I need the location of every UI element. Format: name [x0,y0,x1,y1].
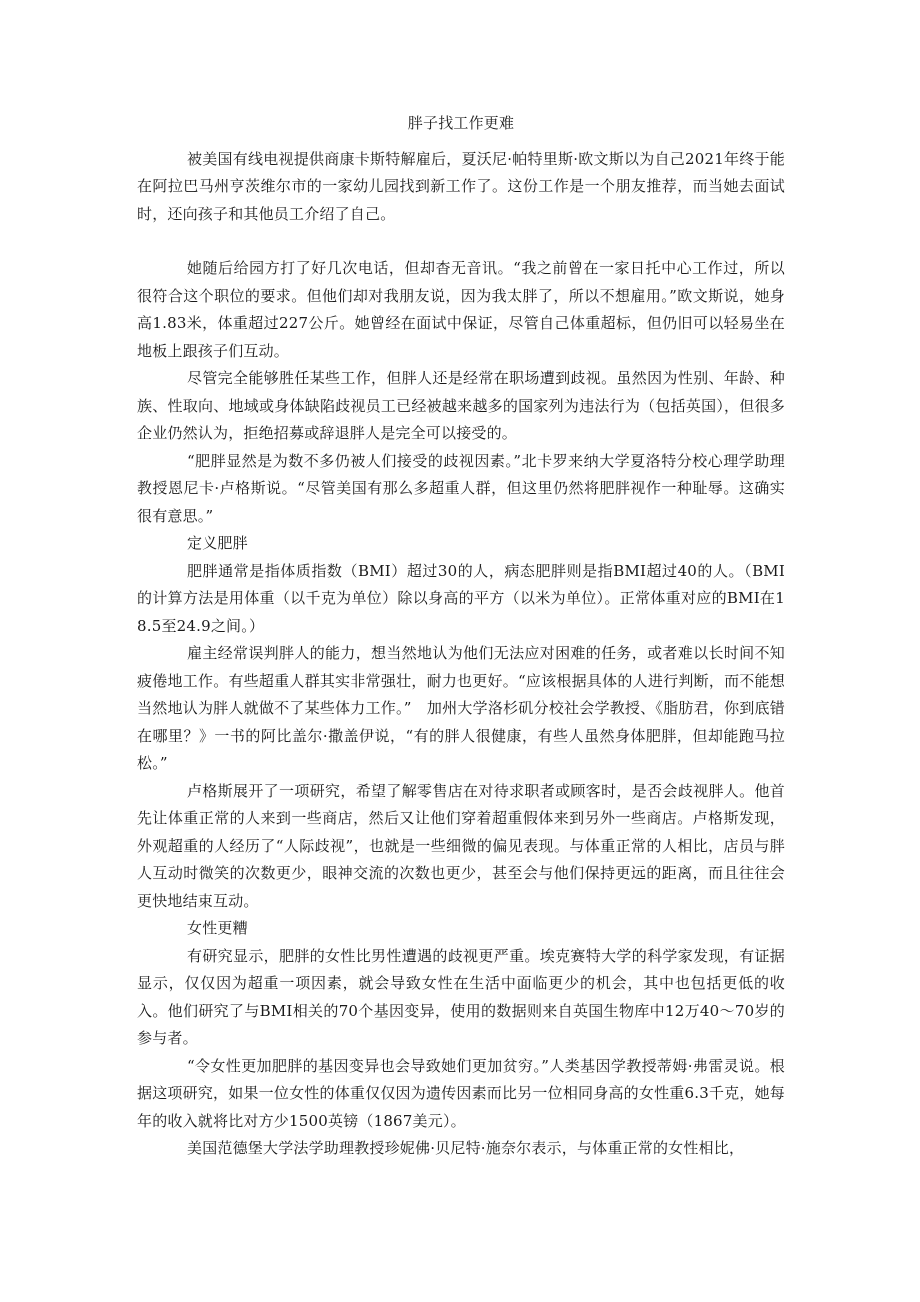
paragraph: 她随后给园方打了好几次电话，但却杳无音讯。“我之前曾在一家日托中心工作过，所以很符合这个职位的要求。但他们却对我朋友说，因为我太胖了，所以不想雇用。”欧文斯说，她身高1.83米，体重超过227公斤。她曾经在面试中保证，尽管自己体重超标，但仍旧可以轻易坐在地板上跟孩子们互动。 [137,259,785,360]
paragraph: 尽管完全能够胜任某些工作，但胖人还是经常在职场遭到歧视。虽然因为性别、年龄、种族、性取向、地域或身体缺陷歧视员工已经被越来越多的国家列为违法行为（包括英国），但很多企业仍然认为，拒绝招募或辞退胖人是完全可以接受的。 [137,369,785,442]
paragraph: 卢格斯展开了一项研究，希望了解零售店在对待求职者或顾客时，是否会歧视胖人。他首先让体重正常的人来到一些商店，然后又让他们穿着超重假体来到另外一些商店。卢格斯发现，外观超重的人经历了“人际歧视”，也就是一些细微的偏见表现。与体重正常的人相比，店员与胖人互动时微笑的次数更少，眼神交流的次数也更少，甚至会与他们保持更远的距离，而且往往会更快地结束互动。 [137,781,785,910]
section-heading-women-worse: 女性更糟 [187,919,248,937]
paragraph: 美国范德堡大学法学助理教授珍妮佛·贝尼特·施奈尔表示，与体重正常的女性相比， [187,1139,745,1157]
section-heading-define-obesity: 定义肥胖 [187,534,248,552]
paragraph: “令女性更加肥胖的基因变异也会导致她们更加贫穷。”人类基因学教授蒂姆·弗雷灵说。根据这项研究，如果一位女性的体重仅仅因为遗传因素而比另一位相同身高的女性重6.3千克，她每年的收入就将比对方少1500英镑（1867美元）。 [137,1056,785,1130]
paragraph: 肥胖通常是指体质指数（BMI）超过30的人，病态肥胖则是指BMI超过40的人。（BMI的计算方法是用体重（以千克为单位）除以身高的平方（以米为单位）。正常体重对应的BMI在18.5至24.9之间。） [137,561,785,635]
paragraph: “肥胖显然是为数不多仍被人们接受的歧视因素。”北卡罗来纳大学夏洛特分校心理学助理教授恩尼卡·卢格斯说。“尽管美国有那么多超重人群，但这里仍然将肥胖视作一种耻辱。这确实很有意思。” [137,451,785,525]
paragraph: 雇主经常误判胖人的能力，想当然地认为他们无法应对困难的任务，或者难以长时间不知疲倦地工作。有些超重人群其实非常强壮，耐力也更好。“应该根据具体的人进行判断，而不能想当然地认为胖人就做不了某些体力工作。” 加州大学洛杉矶分校社会学教授、《脂肪君，你到底错在哪里？》一书的阿比盖尔·撒盖伊说，“有的胖人很健康，有些人虽然身体肥胖，但却能跑马拉松。” [137,644,785,772]
document-page [137,110,785,1163]
paragraph: 有研究显示，肥胖的女性比男性遭遇的歧视更严重。埃克赛特大学的科学家发现，有证据显示，仅仅因为超重一项因素，就会导致女性在生活中面临更少的机会，其中也包括更低的收入。他们研究了与BMI相关的70个基因变异，使用的数据则来自英国生物库中12万40～70岁的参与者。 [137,946,785,1047]
paragraph: 被美国有线电视提供商康卡斯特解雇后，夏沃尼·帕特里斯·欧文斯以为自己2021年终于能在阿拉巴马州亨茨维尔市的一家幼儿园找到新工作了。这份工作是一个朋友推荐，而当她去面试时，还向孩子和其他员工介绍了自己。 [137,149,785,223]
document-title: 胖子找工作更难 [407,114,515,132]
